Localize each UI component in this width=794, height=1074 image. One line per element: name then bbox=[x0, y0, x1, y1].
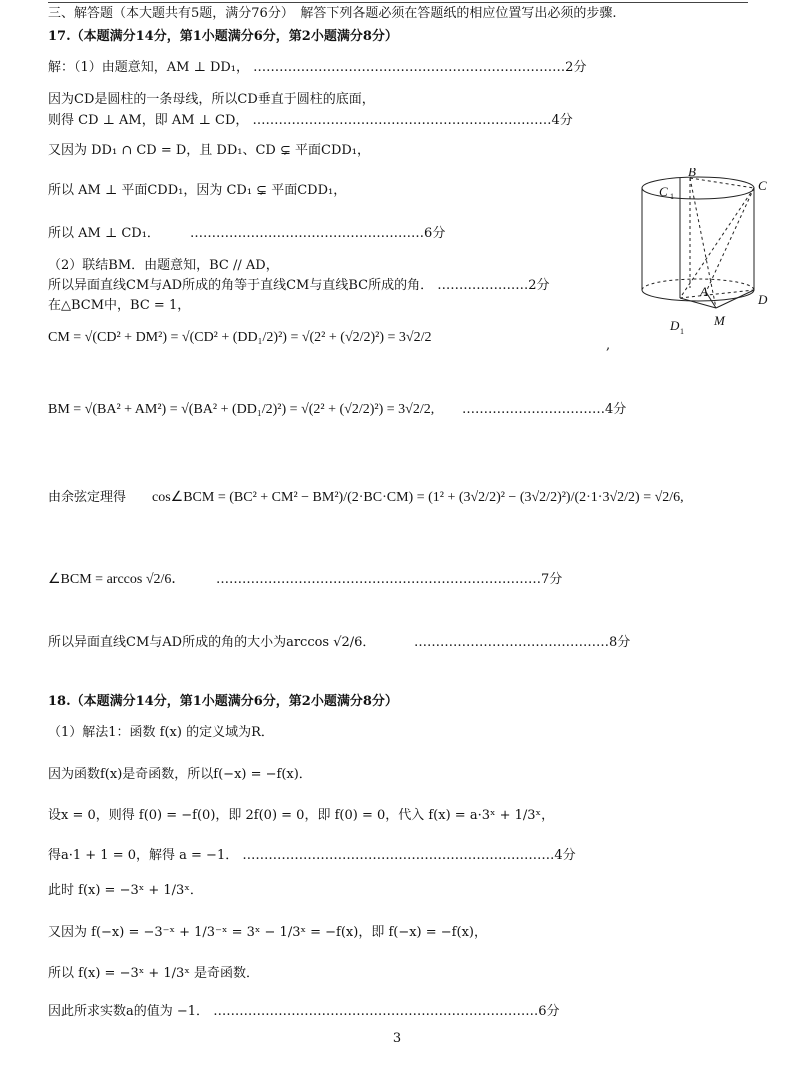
label-D1: D bbox=[670, 318, 680, 333]
svg-text:1: 1 bbox=[680, 327, 684, 336]
q18-line8: 因此所求实数a的值为 −1． …………………………………………………………………6分 bbox=[48, 1004, 560, 1019]
q17-line8-text: 所以异面直线CM与AD所成的角等于直线CM与直线BC所成的角． bbox=[48, 278, 434, 293]
q18-line4-text: 得a·1 + 1 = 0，解得 a = −1． bbox=[48, 848, 239, 863]
q18-line1: （1）解法1：函数 f(x) 的定义域为R． bbox=[48, 725, 274, 740]
q18-title: 18.（本题满分14分，第1小题满分6分，第2小题满分8分） bbox=[48, 694, 398, 709]
q18-line8-text: 因此所求实数a的值为 −1． bbox=[48, 1004, 210, 1019]
q17-line1: 解：（1）由题意知，AM ⊥ DD₁， ………………………………………………………………2分 bbox=[48, 60, 587, 75]
q17-line5: 所以 AM ⊥ 平面CDD₁，因为 CD₁ ⊊ 平面CDD₁， bbox=[48, 183, 347, 198]
label-A: A bbox=[700, 284, 708, 299]
q18-line2: 因为函数f(x)是奇函数，所以f(−x) = −f(x)． bbox=[48, 767, 312, 782]
score: 6分 bbox=[424, 226, 446, 241]
angle-equation: ∠BCM = arccos √2/6． bbox=[48, 572, 186, 587]
cm-equation: CM = √(CD² + DM²) = √(CD² + (DD₁/2)²) = √(2² + (√2/2)²) = 3√2/2 bbox=[48, 330, 432, 345]
label-D: D bbox=[758, 292, 768, 307]
svg-text:1: 1 bbox=[670, 192, 674, 201]
label-B: B bbox=[688, 168, 696, 179]
section-header: 三、解答题（本大题共有5题，满分76分） 解答下列各题必须在答题纸的相应位置写出必须的步骤. bbox=[48, 6, 617, 21]
bm-equation: BM = √(BA² + AM²) = √(BA² + (DD₁/2)²) = √(2² + (√2/2)²) = 3√2/2, bbox=[48, 402, 435, 417]
q17-line7: （2）联结BM．由题意知，BC // AD， bbox=[48, 258, 279, 273]
page-number: 3 bbox=[392, 1031, 402, 1046]
q17-title: 17.（本题满分14分，第1小题满分6分，第2小题满分8分） bbox=[48, 29, 398, 44]
q18-line7: 所以 f(x) = −3ˣ + 1/3ˣ 是奇函数． bbox=[48, 966, 259, 981]
label-C: C bbox=[758, 178, 767, 193]
cos-label: 由余弦定理得 bbox=[48, 490, 127, 505]
label-M: M bbox=[714, 313, 725, 328]
q18-line4: 得a·1 + 1 = 0，解得 a = −1． ………………………………………………………………4分 bbox=[48, 848, 576, 863]
q17-line6-text: 所以 AM ⊥ CD₁． bbox=[48, 226, 160, 241]
score: 2分 bbox=[528, 278, 550, 293]
q17-line6: 所以 AM ⊥ CD₁． ………………………………………………6分 bbox=[48, 226, 446, 241]
score: 6分 bbox=[538, 1004, 560, 1019]
score: 8分 bbox=[609, 635, 631, 650]
top-rule bbox=[48, 2, 748, 3]
q17-line4: 又因为 DD₁ ∩ CD = D，且 DD₁、CD ⊊ 平面CDD₁， bbox=[48, 143, 371, 158]
q17-conclusion: 所以异面直线CM与AD所成的角的大小为arccos √2/6． bbox=[48, 635, 376, 650]
score: 4分 bbox=[551, 113, 573, 128]
q17-line2: 因为CD是圆柱的一条母线，所以CD垂直于圆柱的底面， bbox=[48, 92, 375, 107]
score: 4分 bbox=[605, 402, 627, 417]
cylinder-figure bbox=[628, 168, 778, 343]
cos-equation: cos∠BCM = (BC² + CM² − BM²)/(2·BC·CM) = (1² + (3√2/2)² − (3√2/2)²)/(2·1·3√2/2) = √2/6, bbox=[152, 490, 684, 505]
score: 4分 bbox=[554, 848, 576, 863]
label-C1: C bbox=[659, 184, 668, 199]
score: 2分 bbox=[565, 60, 587, 75]
q18-line5: 此时 f(x) = −3ˣ + 1/3ˣ． bbox=[48, 883, 203, 898]
q17-line8: 所以异面直线CM与AD所成的角等于直线CM与直线BC所成的角． …………………2分 bbox=[48, 278, 550, 293]
score: 7分 bbox=[541, 572, 563, 587]
q17-line3-text: 则得 CD ⊥ AM，即 AM ⊥ CD， bbox=[48, 113, 249, 128]
q18-line6: 又因为 f(−x) = −3⁻ˣ + 1/3⁻ˣ = 3ˣ − 1/3ˣ = −f(x)，即 f(−x) = −f(x)， bbox=[48, 925, 487, 940]
q17-line1-text: 解：（1）由题意知，AM ⊥ DD₁， bbox=[48, 60, 250, 75]
q17-line3: 则得 CD ⊥ AM，即 AM ⊥ CD， ……………………………………………………………4分 bbox=[48, 113, 573, 128]
q17-line9: 在△BCM中，BC = 1， bbox=[48, 298, 191, 313]
q18-line3: 设x = 0，则得 f(0) = −f(0)，即 2f(0) = 0，即 f(0) = 0，代入 f(x) = a·3ˣ + 1/3ˣ， bbox=[48, 808, 555, 823]
